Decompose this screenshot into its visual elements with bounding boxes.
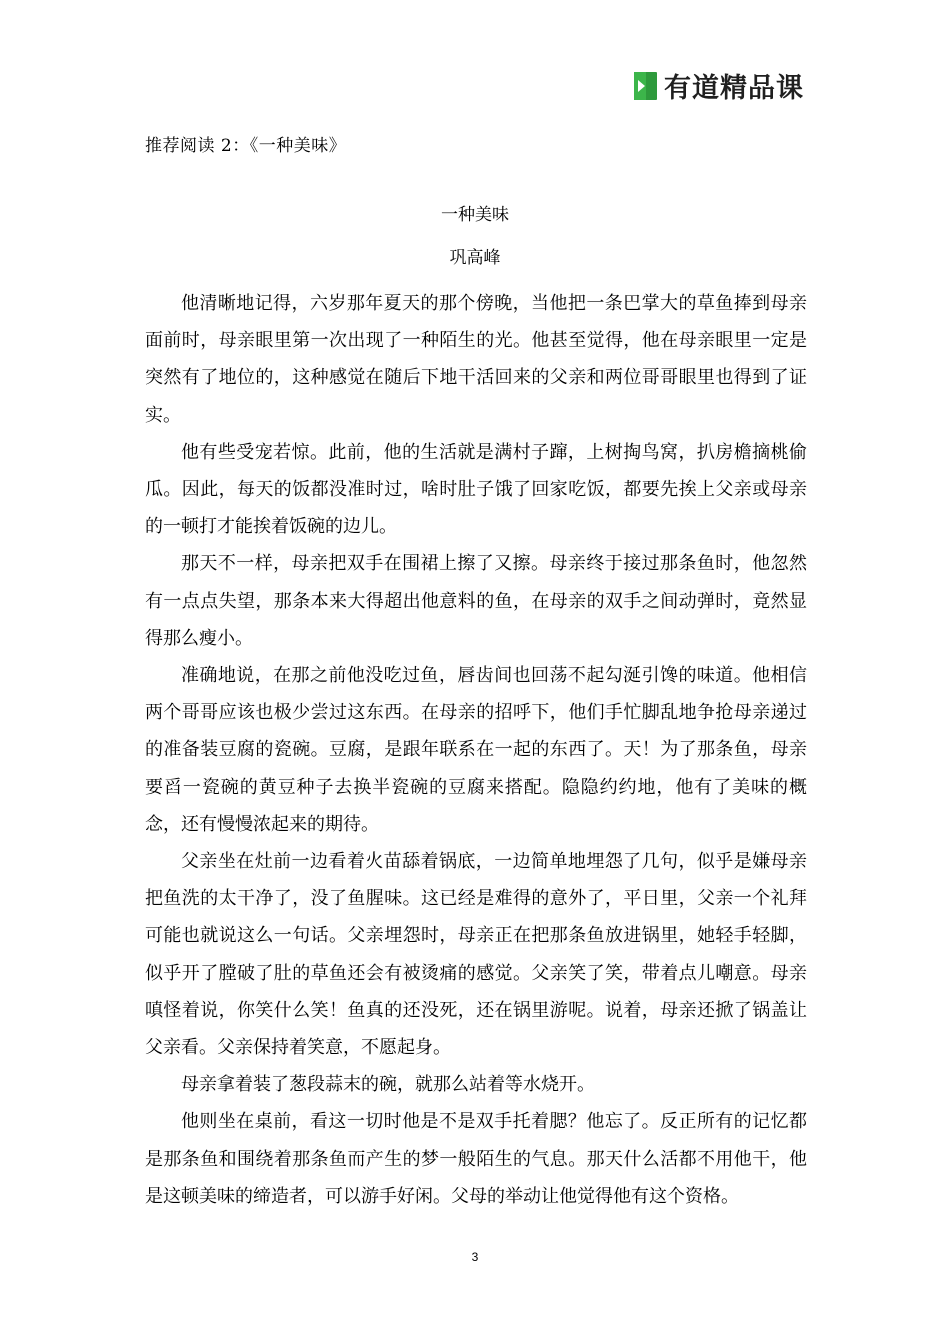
article-body [145, 285, 807, 1215]
paragraph: 他有些受宠若惊。此前，他的生活就是满村子蹿，上树掏鸟窝，扒房檐摘桃偷瓜。因此，每天的饭都没准时过，啥时肚子饿了回家吃饭，都要先挨上父亲或母亲的一顿打才能挨着饭碗的边儿。 [145, 441, 807, 538]
page-number: 3 [471, 1250, 479, 1264]
paragraph: 他清晰地记得，六岁那年夏天的那个傍晚，当他把一条巴掌大的草鱼捧到母亲面前时，母亲眼里第一次出现了一种陌生的光。他甚至觉得，他在母亲眼里一定是突然有了地位的，这种感觉在随后下地干活回来的父亲和两位哥哥眼里也得到了证实。 [145, 293, 807, 426]
recommended-reading-heading: 推荐阅读 2：《一种美味》 [145, 136, 347, 156]
brand-logo [632, 66, 804, 105]
paragraph: 准确地说，在那之前他没吃过鱼，唇齿间也回荡不起勾涎引馋的味道。他相信两个哥哥应该也极少尝过这东西。在母亲的招呼下，他们手忙脚乱地争抢母亲递过的准备装豆腐的瓷碗。豆腐，是跟年联系在一起的东西了。天！为了那条鱼，母亲要舀一瓷碗的黄豆种子去换半瓷碗的豆腐来搭配。隐隐约约地，他有了美味的概念，还有慢慢浓起来的期待。 [145, 665, 807, 835]
article-author: 巩高峰 [449, 248, 501, 268]
article-title: 一种美味 [441, 205, 509, 225]
brand-name: 有道精品课 [664, 73, 804, 104]
paragraph: 那天不一样，母亲把双手在围裙上擦了又擦。母亲终于接过那条鱼时，他忽然有一点点失望，那条本来大得超出他意料的鱼，在母亲的双手之间动弹时，竟然显得那么瘦小。 [145, 553, 807, 649]
play-book-icon [632, 71, 658, 101]
paragraph: 父亲坐在灶前一边看着火苗舔着锅底，一边简单地埋怨了几句，似乎是嫌母亲把鱼洗的太干净了，没了鱼腥味。这已经是难得的意外了，平日里，父亲一个礼拜可能也就说这么一句话。父亲埋怨时，母亲正在把那条鱼放进锅里，她轻手轻脚，似乎开了膛破了肚的草鱼还会有被烫痛的感觉。父亲笑了笑，带着点儿嘲意。母亲嗔怪着说，你笑什么笑！鱼真的还没死，还在锅里游呢。说着，母亲还掀了锅盖让父亲看。父亲保持着笑意，不愿起身。 [145, 851, 807, 1059]
paragraph: 他则坐在桌前，看这一切时他是不是双手托着腮？他忘了。反正所有的记忆都是那条鱼和围绕着那条鱼而产生的梦一般陌生的气息。那天什么活都不用他干，他是这顿美味的缔造者，可以游手好闲。父母的举动让他觉得他有这个资格。 [145, 1111, 807, 1207]
paragraph: 母亲拿着装了葱段蒜末的碗，就那么站着等水烧开。 [181, 1074, 595, 1096]
